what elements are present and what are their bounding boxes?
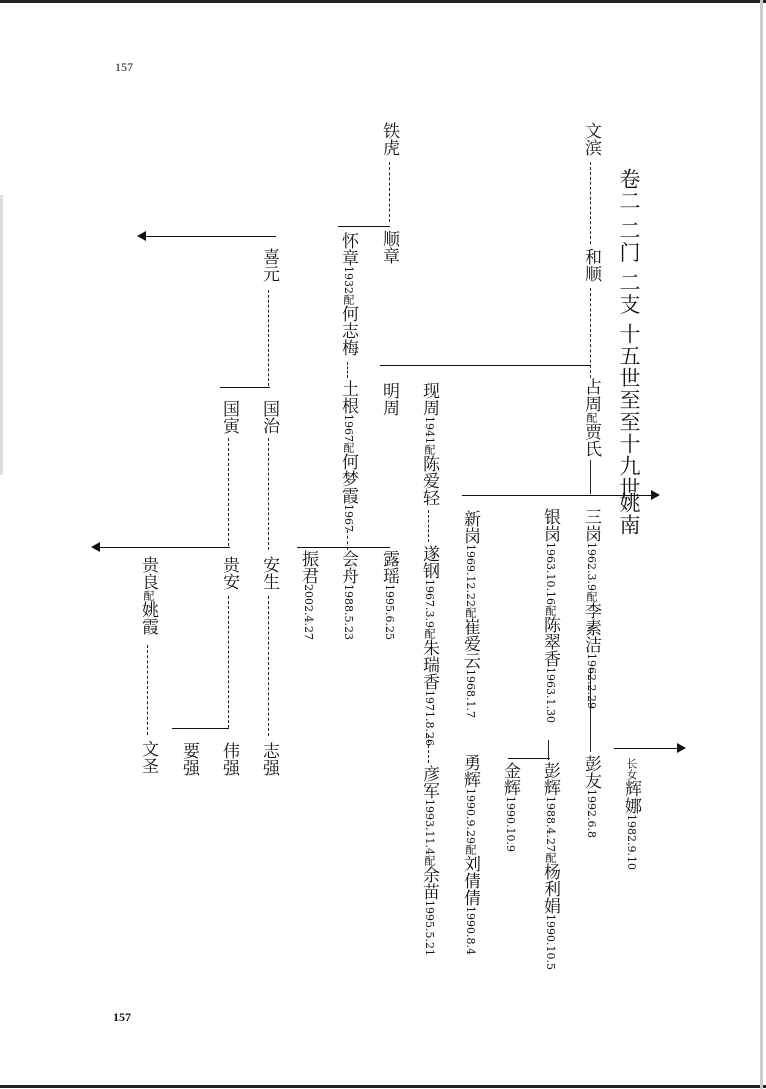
- line-huaizhang-tugen: [347, 362, 348, 378]
- person-yaoqiang: 要强: [179, 742, 199, 776]
- line-zhanzhou-branch: [380, 365, 591, 366]
- page-number-bottom: 157: [113, 1010, 131, 1024]
- person-wensheng: 文圣: [138, 740, 158, 774]
- line-guoyin-guian: [228, 438, 229, 546]
- line-yingang-children: [508, 758, 550, 759]
- page-subtitle: 姚南: [617, 492, 641, 536]
- person-yonghui: 勇辉1990.9.29配刘倩倩1990.8.4: [460, 754, 480, 955]
- page-number-top: 157: [115, 60, 133, 74]
- arrow-left-icon: [137, 231, 146, 241]
- person-jinhui: 金辉1990.10.9: [500, 762, 520, 852]
- ancestor-heshun: 和顺: [581, 248, 601, 282]
- ancestor-tiehu: 铁虎: [379, 122, 399, 156]
- line-shunzhang-huaizhang: [338, 226, 390, 227]
- person-guozhi: 国治: [259, 400, 279, 434]
- scan-edge-mark: [0, 195, 3, 475]
- person-yanjun: 彦军1993.11.4配余苗1995.5.21: [419, 765, 439, 956]
- line-ansheng-zhiqiang: [268, 596, 269, 736]
- line-guoyin-prev: [100, 547, 230, 548]
- person-mingzhou: 明周: [379, 382, 399, 416]
- line-guiliang-wensheng: [147, 645, 148, 735]
- person-zhiqiang: 志强: [259, 742, 279, 776]
- ancestor-wenbin: 文滨: [581, 122, 601, 156]
- line-tugen-children: [297, 547, 390, 548]
- ancestor-shunzhang: 顺章: [379, 230, 399, 264]
- page-border-top: [0, 0, 766, 3]
- line-huina: [614, 748, 678, 749]
- line-xianzhou-suigang: [428, 510, 429, 542]
- person-suigang: 遂钢1967.3.9配朱瑞香1971.8.26: [419, 545, 439, 746]
- person-xingang: 新岗1969.12.22配崔爱云1968.1.7: [460, 510, 480, 718]
- page-border-bottom: [0, 1085, 766, 1088]
- line-guian-sons: [172, 728, 229, 729]
- person-penghui: 彭辉1988.4.27配杨利娟1990.10.5: [540, 762, 560, 970]
- person-huizhou: 会舟1988.5.23: [338, 550, 358, 640]
- line-xiyuan-sons: [220, 387, 270, 388]
- ancestor-zhanzhou: 占周配贾氏: [581, 378, 601, 457]
- person-yingang: 银岗1963.10.16配陈翠香1963.1.30: [540, 508, 560, 723]
- person-zhenjun: 振君2002.4.27: [298, 550, 318, 640]
- arrow-left-icon: [91, 542, 100, 552]
- person-lulu: 露瑶1995.6.25: [379, 550, 399, 640]
- person-weiqiang: 伟强: [219, 742, 239, 776]
- person-sangang: 三岗1962.3.9配李素洁1962.2.29: [581, 508, 601, 709]
- line-wenbin-heshun: [590, 162, 591, 244]
- person-huina: 长女辉娜1982.9.10: [621, 758, 641, 870]
- arrow-right-icon: [651, 490, 660, 500]
- person-pengyou: 彭友1992.6.8: [581, 755, 601, 838]
- person-guiliang: 贵良配姚霞: [138, 556, 158, 635]
- line-zhanzhou-down: [590, 460, 591, 494]
- line-tiehu-shunzhang: [389, 162, 390, 222]
- line-suigang-yanjun: [428, 735, 429, 763]
- line-yingang-penghui: [548, 740, 549, 760]
- line-zhanzhou-sons: [462, 495, 652, 496]
- page-title: 卷二 二门 二支 十五世至至十九世: [617, 168, 641, 500]
- person-guian: 贵安: [219, 556, 239, 590]
- page-border-right: [760, 0, 763, 1089]
- person-tugen: 土根1967配何梦霞1967: [338, 380, 358, 532]
- line-guozhi-ansheng: [268, 438, 269, 550]
- line-to-prev-page: [146, 236, 276, 237]
- person-xianzhou: 现周1941配陈爱轻: [419, 382, 439, 506]
- person-huaizhang: 怀章1932配何志梅: [338, 232, 358, 356]
- arrow-right-icon: [677, 743, 686, 753]
- person-guoyin: 国寅: [219, 400, 239, 434]
- line-guian-weiqiang: [228, 596, 229, 728]
- line-xiyuan-guozhi: [268, 290, 269, 386]
- person-xiyuan: 喜元: [259, 248, 279, 282]
- person-ansheng: 安生: [259, 556, 279, 590]
